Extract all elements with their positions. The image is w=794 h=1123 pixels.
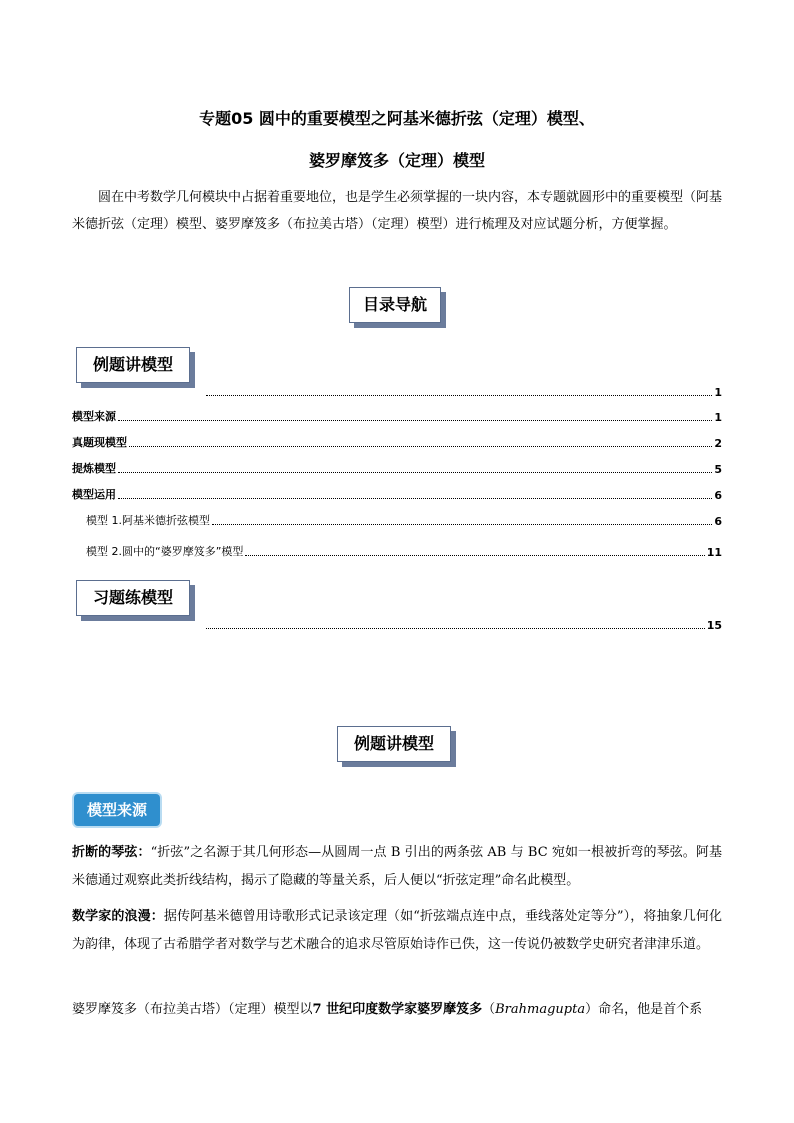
toc-page-number: 2 bbox=[714, 437, 722, 450]
paragraph-broken-string bbox=[72, 839, 722, 895]
page-title-line-1: 专题05 圆中的重要模型之阿基米德折弦（定理）模型、 bbox=[199, 109, 595, 128]
toc-entry-real-exam[interactable]: 真题现模型 2 bbox=[72, 436, 722, 450]
toc-entry-model-2[interactable]: 模型 2.圆中的“婆罗摩笈多”模型 11 bbox=[86, 545, 722, 559]
toc-page-number: 15 bbox=[706, 619, 722, 632]
intro-paragraph: 圆在中考数学几何模块中占据着重要地位，也是学生必须掌握的一块内容，本专题就圆形中的重要模型（阿基米德折弦（定理）模型、婆罗摩笈多（布拉美古塔）（定理）模型）进行梳理及对应试题分析，方便掌握。 bbox=[72, 190, 723, 232]
toc-entry[interactable] bbox=[204, 381, 722, 399]
toc-page-number: 6 bbox=[714, 489, 722, 502]
paragraph-brahmagupta: 婆罗摩笈多（布拉美古塔）（定理）模型以7 世纪印度数学家婆罗摩笈多（Brahmagupta）命名，他是首个系 bbox=[72, 1002, 703, 1017]
model-source-tag: 模型来源 bbox=[74, 794, 160, 826]
toc-heading-box: 目录导航 bbox=[349, 287, 441, 323]
paragraph-lead: 数学家的浪漫： bbox=[72, 909, 164, 924]
toc-page-number: 1 bbox=[714, 386, 722, 399]
toc-page-number: 1 bbox=[714, 411, 722, 424]
toc-page-number: 5 bbox=[714, 463, 722, 476]
section-heading-box: 例题讲模型 bbox=[337, 726, 451, 762]
toc-page-number: 11 bbox=[706, 546, 722, 559]
toc-exercises-box: 习题练模型 bbox=[76, 580, 190, 616]
toc-entry-model-1[interactable]: 模型 1.阿基米德折弦模型 6 bbox=[86, 514, 722, 528]
paragraph-mathematician-romance bbox=[72, 903, 722, 959]
page-title-line-2: 婆罗摩笈多（定理）模型 bbox=[308, 151, 485, 170]
paragraph-lead: 折断的琴弦： bbox=[72, 845, 151, 860]
toc-entry[interactable] bbox=[204, 614, 722, 632]
paragraph-text: 据传阿基米德曾用诗歌形式记录该定理（如“折弦端点连中点，垂线落处定等分”），将抽象几何化为韵律，体现了古希腊学者对数学与艺术融合的追求尽管原始诗作已佚，这一传说仍被数学史研究者津津乐道。 bbox=[72, 909, 722, 952]
toc-entry-refine-model[interactable]: 提炼模型 5 bbox=[72, 462, 722, 476]
paragraph-text: “折弦”之名源于其几何形态—从圆周一点 B 引出的两条弦 AB 与 BC 宛如一根被折弯的琴弦。阿基米德通过观察此类折线结构，揭示了隐藏的等量关系，后人便以“折弦定理”命名此模型。 bbox=[72, 845, 722, 888]
toc-examples-box: 例题讲模型 bbox=[76, 347, 190, 383]
toc-entry-model-source[interactable]: 模型来源 1 bbox=[72, 410, 722, 424]
toc-entry-model-use[interactable]: 模型运用 6 bbox=[72, 488, 722, 502]
toc-page-number: 6 bbox=[714, 515, 722, 528]
